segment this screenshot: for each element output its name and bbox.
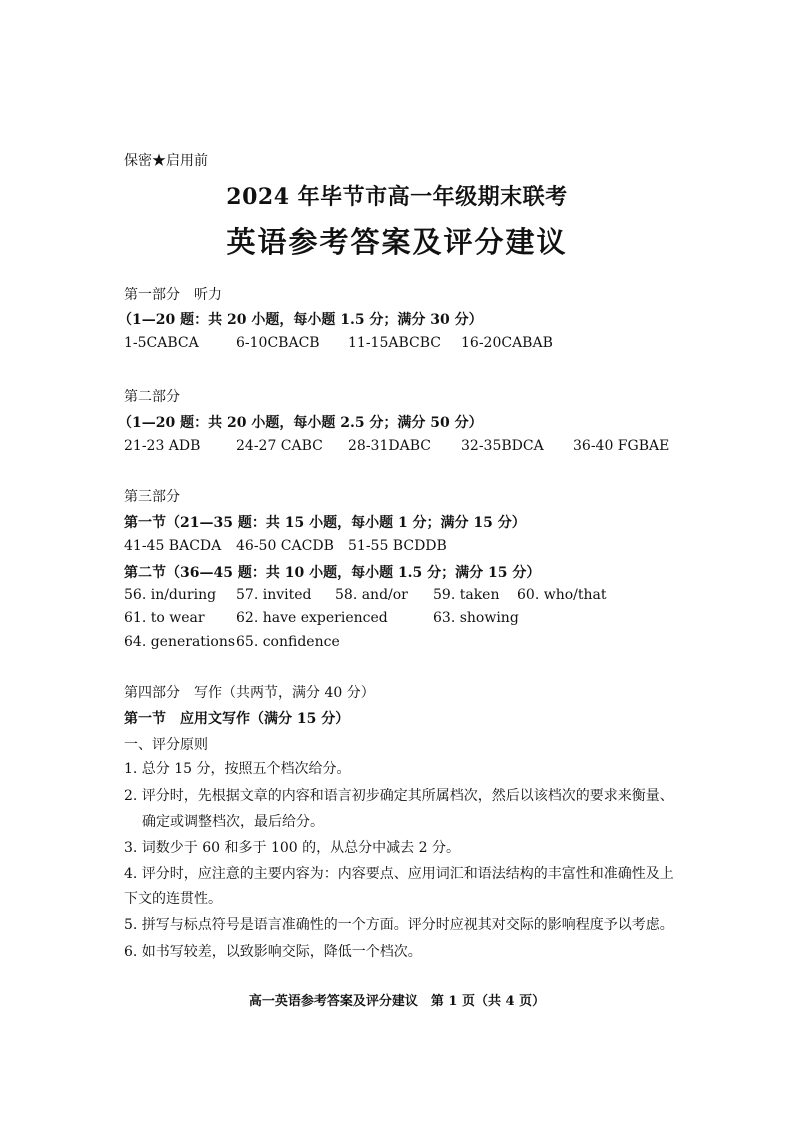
part3-section2-answer: 58. and/or xyxy=(335,587,408,603)
scoring-rule: 2. 评分时，先根据文章的内容和语言初步确定其所属档次，然后以该档次的要求来衡量、 xyxy=(124,788,674,804)
part2-answer: 24-27 CABC xyxy=(236,438,323,454)
page-footer: 高一英语参考答案及评分建议 第 1 页（共 4 页） xyxy=(248,994,546,1009)
scoring-rule: 1. 总分 15 分，按照五个档次给分。 xyxy=(124,761,351,777)
part1-scoring: （1—20 题：共 20 小题，每小题 1.5 分；满分 30 分） xyxy=(118,312,483,328)
part2-answer: 36-40 FGBAE xyxy=(573,438,670,454)
scoring-rule: 3. 词数少于 60 和多于 100 的，从总分中减去 2 分。 xyxy=(124,840,460,856)
scoring-rule: 4. 评分时，应注意的主要内容为：内容要点、应用词汇和语法结构的丰富性和准确性及上 xyxy=(124,866,674,882)
scoring-rule: 6. 如书写较差，以致影响交际，降低一个档次。 xyxy=(124,944,422,960)
part3-section2-answer: 62. have experienced xyxy=(236,610,388,626)
scoring-rule-continuation: 下文的连贯性。 xyxy=(124,891,222,907)
part3-section2-answer: 64. generations xyxy=(124,634,236,650)
part2-scoring: （1—20 题：共 20 小题，每小题 2.5 分；满分 50 分） xyxy=(118,415,483,431)
part4-section1-heading: 第一节 应用文写作（满分 15 分） xyxy=(124,711,350,727)
part2-answer: 21-23 ADB xyxy=(124,438,201,454)
part3-section2-answer: 65. confidence xyxy=(236,634,340,650)
document-title: 英语参考答案及评分建议 xyxy=(226,225,568,259)
part3-section2-answer: 57. invited xyxy=(236,587,312,603)
part3-section2-answer: 56. in/during xyxy=(124,587,217,603)
part1-answer: 1-5CABCA xyxy=(124,335,199,351)
part1-answer: 16-20CABAB xyxy=(461,335,553,351)
exam-title: 2024 年毕节市高一年级期末联考 xyxy=(226,184,568,210)
scoring-rule: 5. 拼写与标点符号是语言准确性的一个方面。评分时应视其对交际的影响程度予以考虑。 xyxy=(124,917,674,933)
part1-answer: 6-10CBACB xyxy=(236,335,320,351)
part4-heading: 第四部分 写作（共两节，满分 40 分） xyxy=(124,685,375,701)
part3-heading: 第三部分 xyxy=(124,489,180,505)
part1-heading: 第一部分 听力 xyxy=(124,287,222,303)
part3-section2-heading: 第二节（36—45 题：共 10 小题，每小题 1.5 分；满分 15 分） xyxy=(124,565,541,581)
part3-section1-heading: 第一节（21—35 题：共 15 小题，每小题 1 分；满分 15 分） xyxy=(124,515,526,531)
scoring-rule-continuation: 确定或调整档次，最后给分。 xyxy=(142,814,324,830)
part3-section2-answer: 63. showing xyxy=(433,610,519,626)
part3-section1-answer: 46-50 CACDB xyxy=(236,538,334,554)
part2-answer: 32-35BDCA xyxy=(461,438,544,454)
part3-section1-answer: 41-45 BACDA xyxy=(124,538,222,554)
part2-answer: 28-31DABC xyxy=(348,438,431,454)
part1-answer: 11-15ABCBC xyxy=(348,335,441,351)
part2-heading: 第二部分 xyxy=(124,389,180,405)
principles-heading: 一、评分原则 xyxy=(124,737,208,753)
part3-section2-answer: 60. who/that xyxy=(517,587,607,603)
part3-section2-answer: 59. taken xyxy=(433,587,500,603)
part3-section1-answer: 51-55 BCDDB xyxy=(348,538,447,554)
confidential-label: 保密★启用前 xyxy=(124,153,208,169)
part3-section2-answer: 61. to wear xyxy=(124,610,205,626)
